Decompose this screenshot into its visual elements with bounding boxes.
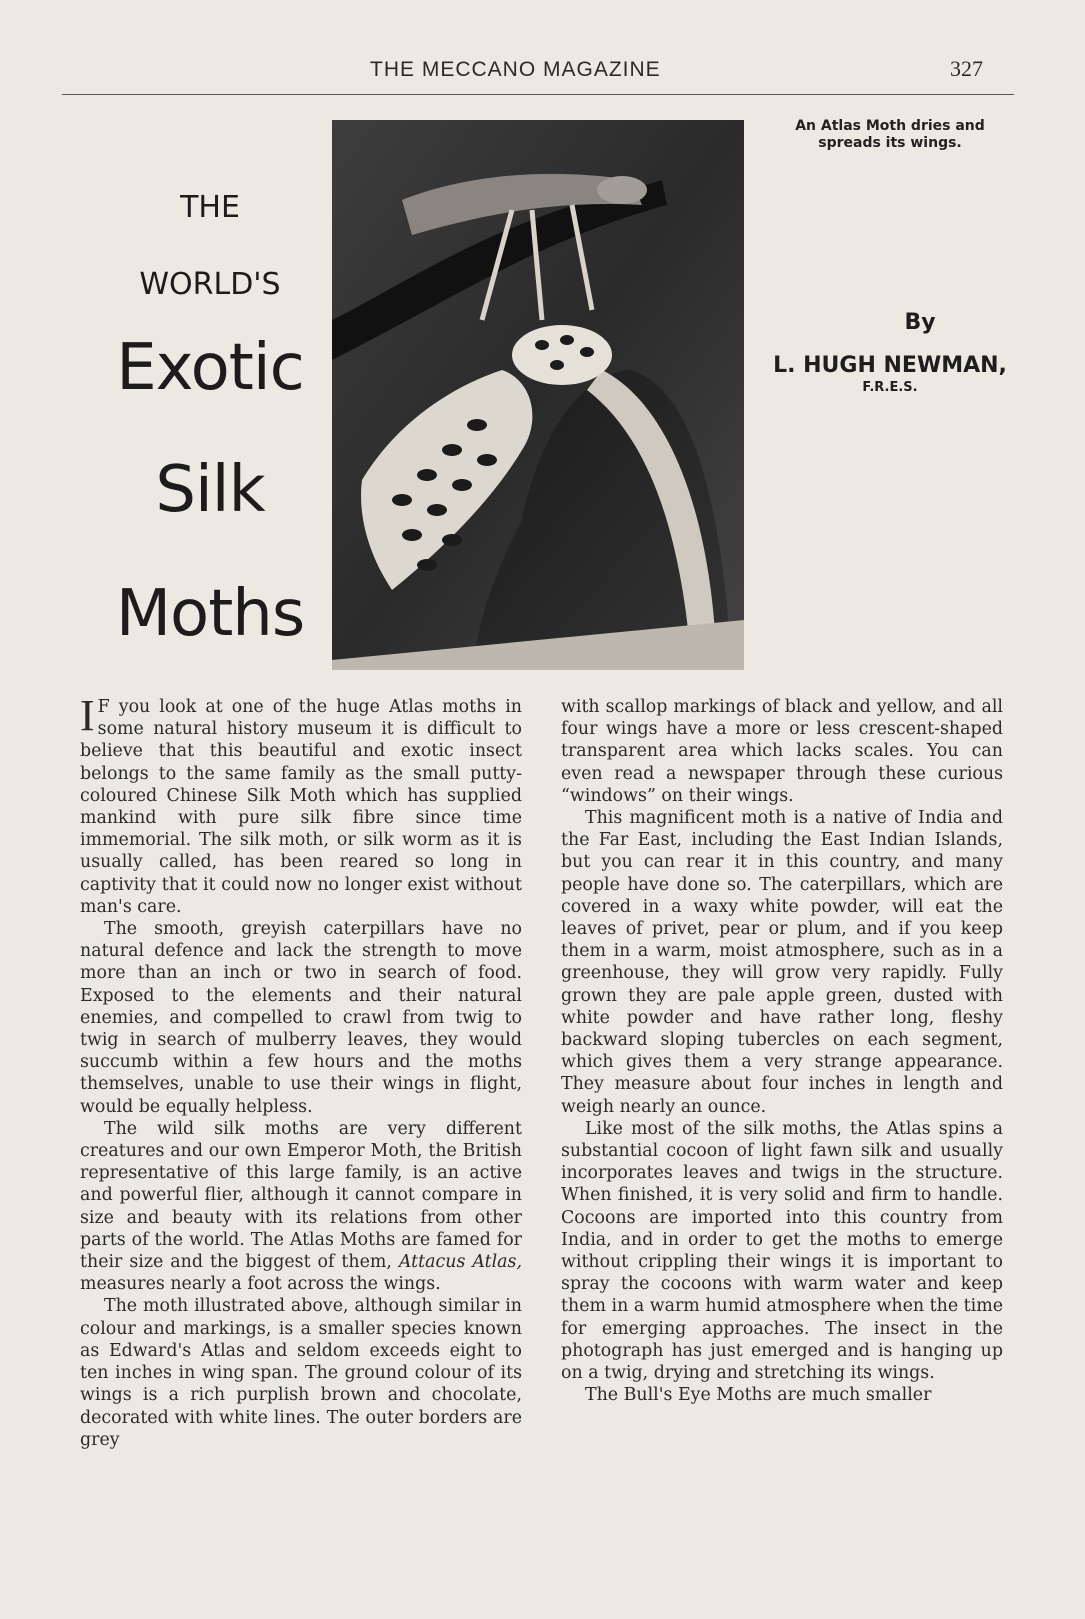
paragraph [80,691,522,918]
paragraph-text: F you look at one of the huge Atlas moths in some natural history museum it is difficult to believe that this beautiful and exotic insect belongs to the same family as the small putty-coloured Chinese Silk Moth which has supplied mankind with pure silk fibre since time immemorial. The silk moth, or silk worm as it is usually called, has been reared so long in captivity that it could now no longer exist without man's care. [80,697,522,917]
header-rule [62,94,1014,95]
paragraph: The smooth, greyish caterpillars have no natural defence and lack the strength to move more than an inch or two in search of food. Exposed to the elements and their natural enemies, and compelled to crawl from twig to twig in search of mulberry leaves, they would succumb within a few hours and the moths themselves, unable to use their wings in flight, would be equally helpless. [80,919,522,1117]
title-line-moths: Moths [115,577,305,651]
author-name: L. HUGH NEWMAN, [773,353,1007,378]
species-name: Attacus Atlas, [398,1252,522,1273]
paragraph: Like most of the silk moths, the Atlas spins a substantial cocoon of light fawn silk and usually incorporates leaves and twigs in the structure. When finished, it is very solid and firm to handle. Cocoons are imported into this country from India, and in order to get the moths to emerge without crippling their wings it is important to spray the cocoons with warm water and keep them in a warm humid atmosphere when the time for emerging approaches. The insect in the photograph has just emerged and is hanging up on a twig, drying and stretching its wings. [561,1118,1003,1384]
title-line-exotic: Exotic [116,331,304,405]
page-number: 327 [950,56,983,81]
paragraph: with scallop markings of black and yellow, and all four wings have a more or less crescent-shaped transparent area which lacks scales. You can even read a newspaper through these curious “windows” on their wings. [561,697,1003,806]
byline-by: By [904,310,936,335]
article-column-left [80,691,522,1451]
drop-cap: I [80,691,95,740]
article-column-right [561,696,1003,1407]
title-line-worlds: WORLD'S [139,267,281,302]
paragraph-text: The wild silk moths are very different creatures and our own Emperor Moth, the British representative of this large family, is an active and powerful flier, although it cannot compare in size and beauty with its relations from other parts of the world. The Atlas Moths are famed for their size and the biggest of them, [80,1118,522,1273]
paragraph: This magnificent moth is a native of India and the Far East, including the East Indian Islands, but you can rear it in this country, and many people have done so. The caterpillars, which are covered in a waxy white powder, will eat the leaves of privet, pear or plum, and if you keep them in a warm, moist atmosphere, such as in a greenhouse, they will grow very rapidly. Fully grown they are pale apple green, dusted with white powder and have rather long, fleshy backward sloping tubercles on each segment, which gives them a very strange appearance. They measure about four inches in length and weigh nearly an ounce. [561,808,1003,1117]
byline [760,310,1020,395]
atlas-moth-photo [332,120,744,670]
paragraph-text: measures nearly a foot across the wings. [80,1274,441,1295]
moth-illustration [332,120,744,670]
title-line-silk: Silk [155,453,265,527]
photo-caption: An Atlas Moth dries and spreads its wings. [795,118,985,151]
paragraph: The Bull's Eye Moths are much smaller [585,1385,932,1406]
paragraph: The moth illustrated above, although similar in colour and markings, is a smaller species known as Edward's Atlas and seldom exceeds eight to ten inches in wing span. The ground colour of its wings is a rich purplish brown and chocolate, decorated with white lines. The outer borders are grey [80,1296,522,1450]
author-credentials: F.R.E.S. [862,380,918,395]
running-head: THE MECCANO MAGAZINE [370,58,661,81]
paragraph [80,1118,522,1296]
article-title [100,182,320,651]
title-line-the: THE [180,190,240,225]
